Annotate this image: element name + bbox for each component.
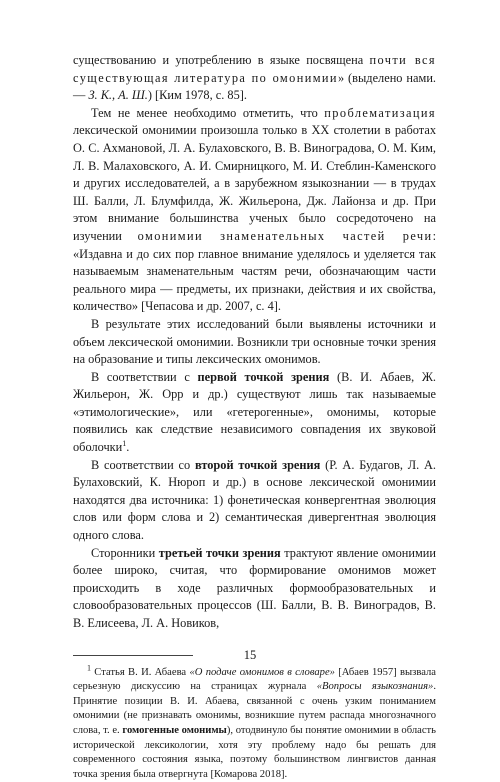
text-run: » (выделено нами. — — [73, 70, 437, 103]
spaced-emphasis-text: почти вся существующая литература по омонимии — [73, 53, 436, 85]
footnote-text — [73, 663, 436, 782]
text-run: лексической омонимии произошла только в XX столетии в работах О. С. Ахмановой, Л. А. Булаховского, В. В. Виноградова, О. М. Ким, Л. В. Малаховского, А. И. Смирницкого, М. И. Стеблин-Каменского и других исследователей, а в зарубежном языкознании — в трудах Ш. Балли, Л. Блумфилда, Ж. Жильерона, Дж. Лайонза и др. При этом внимание большинства ученых было сосредоточено на изучении — [73, 123, 436, 243]
text-run: . Принятие позиции В. И. Абаева, связанной с очень узким пониманием омонимии (не признавать омонимы, возникшие путем распада многозначного слова, т. е. — [73, 681, 436, 736]
paragraph — [73, 316, 436, 369]
page-number: 15 — [243, 648, 257, 662]
text-run: ), отодвинуло бы понятие омонимии в область исторической лексикологии, хотя эту проблему надо бы решать для современного состояния языка, поэтому большинством лингвистов данная точка зрения была отвергнута [Комарова 2018]. — [73, 724, 436, 780]
text-run: Сторонники — [91, 545, 159, 560]
text-run: В результате этих исследований были выявлены источники и объем лексической омонимии. Возникли три основные точки зрения на образование и типы лексических омонимов. — [73, 316, 436, 367]
text-run: В соответствии со — [91, 457, 195, 472]
spaced-emphasis-text: проблематизация — [324, 105, 436, 120]
bold-text: второй точкой зрения — [195, 457, 321, 472]
italic-text: «О подаче омонимов в словаре» — [189, 666, 335, 678]
text-run: [Абаев 1957] вызвала серьезную дискуссию на страницах журнала — [73, 666, 436, 693]
text-run: Тем не менее необходимо отметить, что — [91, 105, 325, 120]
bold-text: первой точкой зрения — [197, 369, 330, 384]
paragraph — [73, 369, 436, 457]
text-run: Статья В. И. Абаева — [91, 666, 190, 678]
footnote-ref: 1 — [87, 663, 91, 673]
italic-text: З. К., А. Ш. — [88, 88, 148, 103]
paragraph — [73, 545, 436, 633]
text-run: (В. И. Абаев, Ж. Жильерон, Ж. Орр и др.) существуют лишь так называемые «этимологические», или «гетерогенные», омонимы, которые появились как следствие независимого совпадения их звуковой оболочки — [73, 369, 437, 455]
bold-text: третьей точки зрения — [158, 545, 281, 560]
italic-text: «Вопросы языкознания» — [316, 681, 434, 693]
text-run: (Р. А. Будагов, Л. А. Булаховский, К. Нюроп и др.) в основе лексической омонимии находятся два источника: 1) фонетическая конвергентная эволюция слов или форм слова и 2) семантическая дивергентная эволюция одного слова. — [73, 457, 437, 543]
text-run: ) [Ким 1978, с. 85]. — [147, 88, 247, 103]
footnote-ref: 1 — [122, 438, 127, 448]
text-run: существованию и употреблению в языке посвящена — [73, 53, 370, 67]
paragraph — [73, 52, 436, 105]
spaced-emphasis-text: омонимии знаменательных частей речи — [137, 228, 433, 243]
text-run: В соответствии с — [91, 369, 198, 384]
footnote — [73, 663, 436, 782]
text-run: трактуют явление омонимии более широко, считая, что формирование омонимов может происходить в ходе различных формообразовательных и словообразовательных процессов (Ш. Балли, В. В. Виноградов, В. В. Елисеева, Л. А. Новиков, — [73, 545, 436, 630]
bold-text: гомогенные омонимы — [122, 724, 227, 736]
paragraph — [73, 457, 436, 545]
main-text — [73, 52, 436, 633]
text-run: . — [126, 440, 130, 455]
paragraph — [73, 105, 436, 316]
text-run: : «Издавна и до сих пор главное внимание уделялось и уделяется так называемым знаменательным частям речи, обозначающим части реального мира — предметы, их признаки, действия и их свойства, количество» [Чепасова и др. 2007, с. 4]. — [73, 228, 436, 314]
